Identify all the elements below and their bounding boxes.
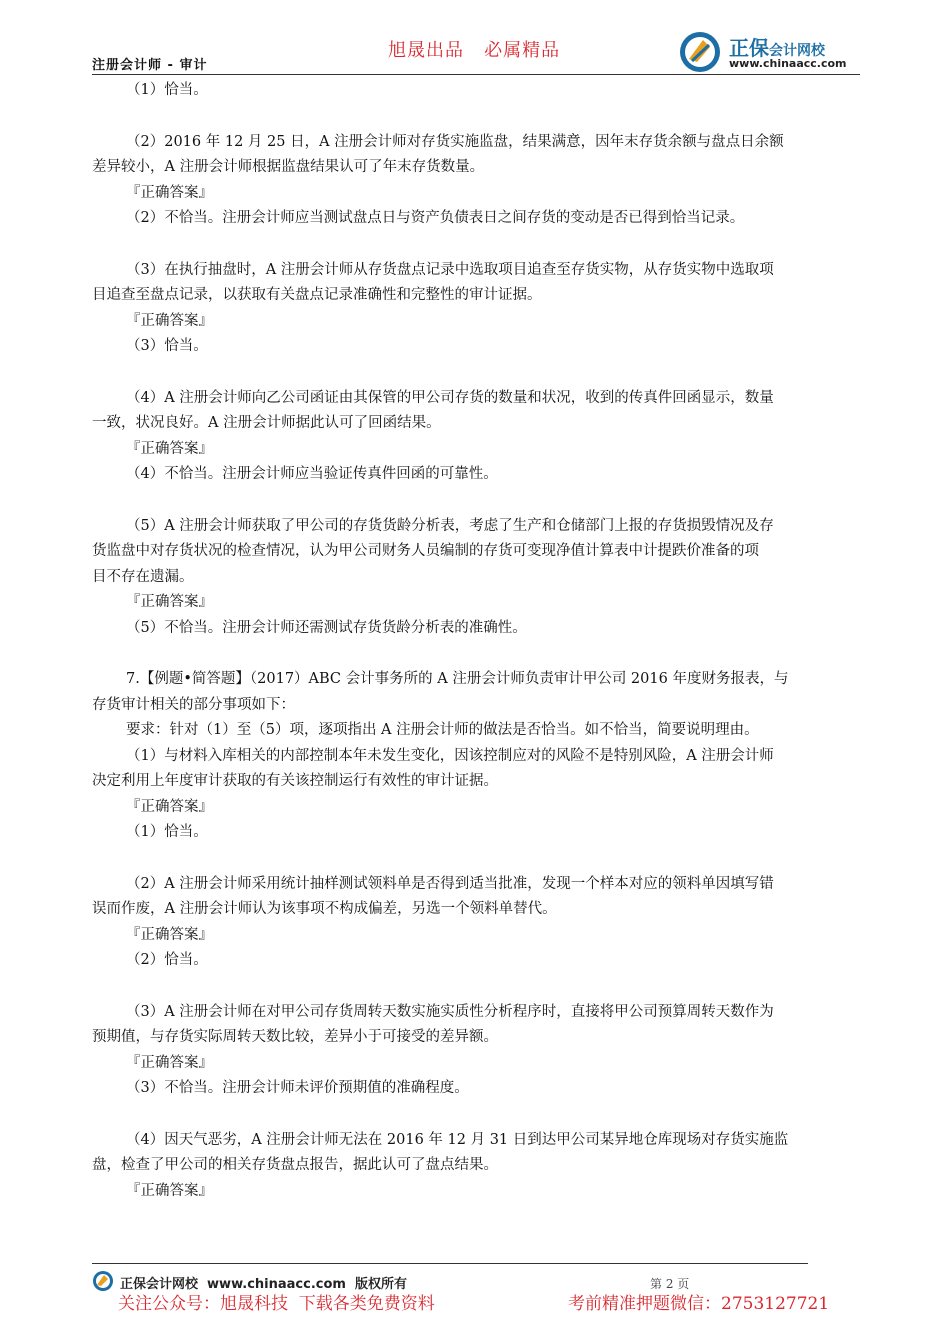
question-line: （1）与材料入库相关的内部控制本年未发生变化，因该控制应对的风险不是特别风险，A 注册会计师 xyxy=(126,747,774,764)
question-line: 货监盘中对存货状况的检查情况，认为甲公司财务人员编制的存货可变现净值计算表中计提跌价准备的项 xyxy=(92,543,759,559)
question-line: 预期值，与存货实际周转天数比较，差异小于可接受的差异额。 xyxy=(92,1029,498,1045)
answer-line: （2）不恰当。注册会计师应当测试盘点日与资产负债表日之间存货的变动是否已得到恰当记录。 xyxy=(126,210,745,226)
question-line: 决定利用上年度审计获取的有关该控制运行有效性的审计证据。 xyxy=(92,773,498,789)
footer-copyright: 正保会计网校 www.chinaacc.com 版权所有 xyxy=(120,1277,407,1292)
requirement-line: 要求：针对（1）至（5）项，逐项指出 A 注册会计师的做法是否恰当。如不恰当，简要说明理由。 xyxy=(126,722,759,738)
question-line: （3）A 注册会计师在对甲公司存货周转天数实施实质性分析程序时，直接将甲公司预算周转天数作为 xyxy=(126,1003,774,1020)
answer-heading: 『正确答案』 xyxy=(126,184,213,201)
question-line: 目不存在遗漏。 xyxy=(92,568,194,585)
question-line: 目追查至盘点记录，以获取有关盘点记录准确性和完整性的审计证据。 xyxy=(92,287,542,303)
answer-line: （1）恰当。 xyxy=(126,82,208,98)
question-line: 盘，检查了甲公司的相关存货盘点报告，据此认可了盘点结果。 xyxy=(92,1157,498,1173)
question-line: （2）2016 年 12 月 25 日，A 注册会计师对存货实施监盘，结果满意，因年末存货余额与盘点日余额 xyxy=(126,133,784,150)
answer-heading: 『正确答案』 xyxy=(126,440,213,457)
footer-rule xyxy=(92,1263,808,1264)
header-subject: 注册会计师 - 审计 xyxy=(92,58,208,73)
example-title: 7.【例题•简答题】（2017）ABC 会计事务所的 A 注册会计师负责审计甲公司 2016 年度财务报表，与 xyxy=(126,671,789,687)
answer-line: （2）恰当。 xyxy=(126,952,208,968)
question-line: 误而作废，A 注册会计师认为该事项不构成偏差，另选一个领料单替代。 xyxy=(92,901,557,917)
question-line: （4）A 注册会计师向乙公司函证由其保管的甲公司存货的数量和状况，收到的传真件回函显示，数量 xyxy=(126,389,774,406)
example-title: 存货审计相关的部分事项如下： xyxy=(92,696,295,713)
answer-heading: 『正确答案』 xyxy=(126,1182,213,1199)
brand-logo xyxy=(679,31,869,73)
answer-heading: 『正确答案』 xyxy=(126,1054,213,1071)
question-line: 差异较小，A 注册会计师根据监盘结果认可了年末存货数量。 xyxy=(92,159,485,175)
answer-line: （4）不恰当。注册会计师应当验证传真件回函的可靠性。 xyxy=(126,466,498,482)
question-line: （4）因天气恶劣，A 注册会计师无法在 2016 年 12 月 31 日到达甲公司某异地仓库现场对存货实施监 xyxy=(126,1131,789,1148)
answer-heading: 『正确答案』 xyxy=(126,594,213,610)
brand-logo-name-main: 正保 xyxy=(729,36,769,60)
document-body xyxy=(92,78,862,1204)
answer-heading: 『正确答案』 xyxy=(126,926,213,943)
answer-heading: 『正确答案』 xyxy=(126,798,213,815)
question-line: （5）A 注册会计师获取了甲公司的存货货龄分析表，考虑了生产和仓储部门上报的存货损毁情况及存 xyxy=(126,517,774,534)
header-slogan: 旭晟出品 必属精品 xyxy=(388,40,561,61)
footer-logo-icon xyxy=(92,1270,114,1292)
answer-heading: 『正确答案』 xyxy=(126,312,213,329)
header-rule xyxy=(92,74,860,75)
question-line: 一致，状况良好。A 注册会计师据此认可了回函结果。 xyxy=(92,415,441,431)
brand-logo-name-sub: 会计网校 xyxy=(769,43,825,59)
page-number: 第 2 页 xyxy=(650,1277,690,1291)
answer-line: （3）恰当。 xyxy=(126,338,208,354)
question-line: （3）在执行抽盘时，A 注册会计师从存货盘点记录中选取项目追查至存货实物，从存货实物中选取项 xyxy=(126,261,774,278)
answer-line: （3）不恰当。注册会计师未评价预期值的准确程度。 xyxy=(126,1080,469,1096)
footer-ad-right: 考前精准押题微信：2753127721 xyxy=(568,1294,830,1314)
brand-logo-url: www.chinaacc.com xyxy=(729,57,847,70)
footer-ad-left: 关注公众号：旭晟科技 下载各类免费资料 xyxy=(118,1294,435,1314)
question-line: （2）A 注册会计师采用统计抽样测试领料单是否得到适当批准，发现一个样本对应的领料单因填写错 xyxy=(126,875,774,892)
answer-line: （5）不恰当。注册会计师还需测试存货货龄分析表的准确性。 xyxy=(126,619,527,636)
answer-line: （1）恰当。 xyxy=(126,824,208,840)
brand-logo-icon xyxy=(679,31,721,73)
